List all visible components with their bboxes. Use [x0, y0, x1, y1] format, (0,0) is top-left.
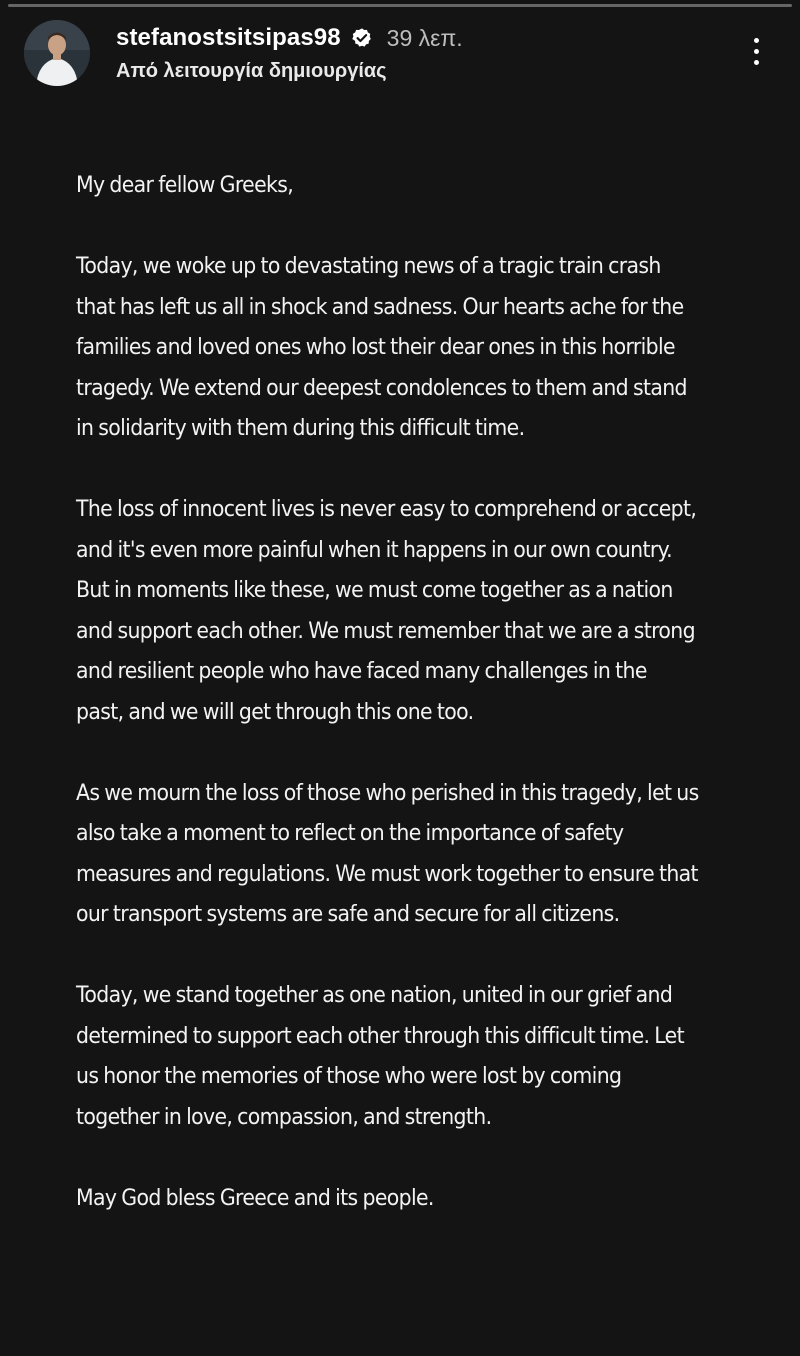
letter-paragraph-3: As we mourn the loss of those who perished in this tragedy, let us also take a moment to reflect on the importance of safety measures and regulations. We must work together to ensure that our transport systems are safe and secure for all citizens. — [76, 780, 699, 927]
more-vertical-icon — [754, 38, 759, 43]
letter-text — [76, 166, 699, 1219]
letter-paragraph-4: Today, we stand together as one nation, united in our grief and determined to support each other through this difficult time. Let us honor the memories of those who were lost by coming together in love, compassion, and strength. — [76, 983, 684, 1130]
story-progress-bar — [8, 4, 792, 7]
letter-closing: May God bless Greece and its people. — [76, 1185, 434, 1211]
letter-paragraph-1: Today, we woke up to devastating news of a tragic train crash that has left us all in shock and sadness. Our hearts ache for the families and loved ones who lost their dear ones in this horrible tragedy. We extend our deepest condolences to them and stand in solidarity with them during this difficult time. — [76, 254, 687, 441]
creator-mode-label[interactable]: Από λειτουργία δημιουργίας — [116, 60, 387, 82]
user-line — [116, 22, 463, 54]
letter-greeting: My dear fellow Greeks, — [76, 173, 294, 198]
letter-paragraph-2: The loss of innocent lives is never easy to comprehend or accept, and it's even more painful when it happens in our own country. But in moments like these, we must come together as a nation and support each other. We must remember that we are a strong and resilient people who have faced many challenges in the past, and we will get through this one too. — [76, 497, 697, 725]
more-options-button[interactable] — [744, 28, 768, 74]
username[interactable]: stefanostsitsipas98 — [116, 24, 341, 51]
post-time: 39 λεπ. — [386, 24, 463, 51]
avatar[interactable] — [24, 20, 90, 86]
verified-badge-icon — [351, 27, 373, 49]
story-header — [24, 16, 776, 96]
user-info — [116, 22, 463, 83]
